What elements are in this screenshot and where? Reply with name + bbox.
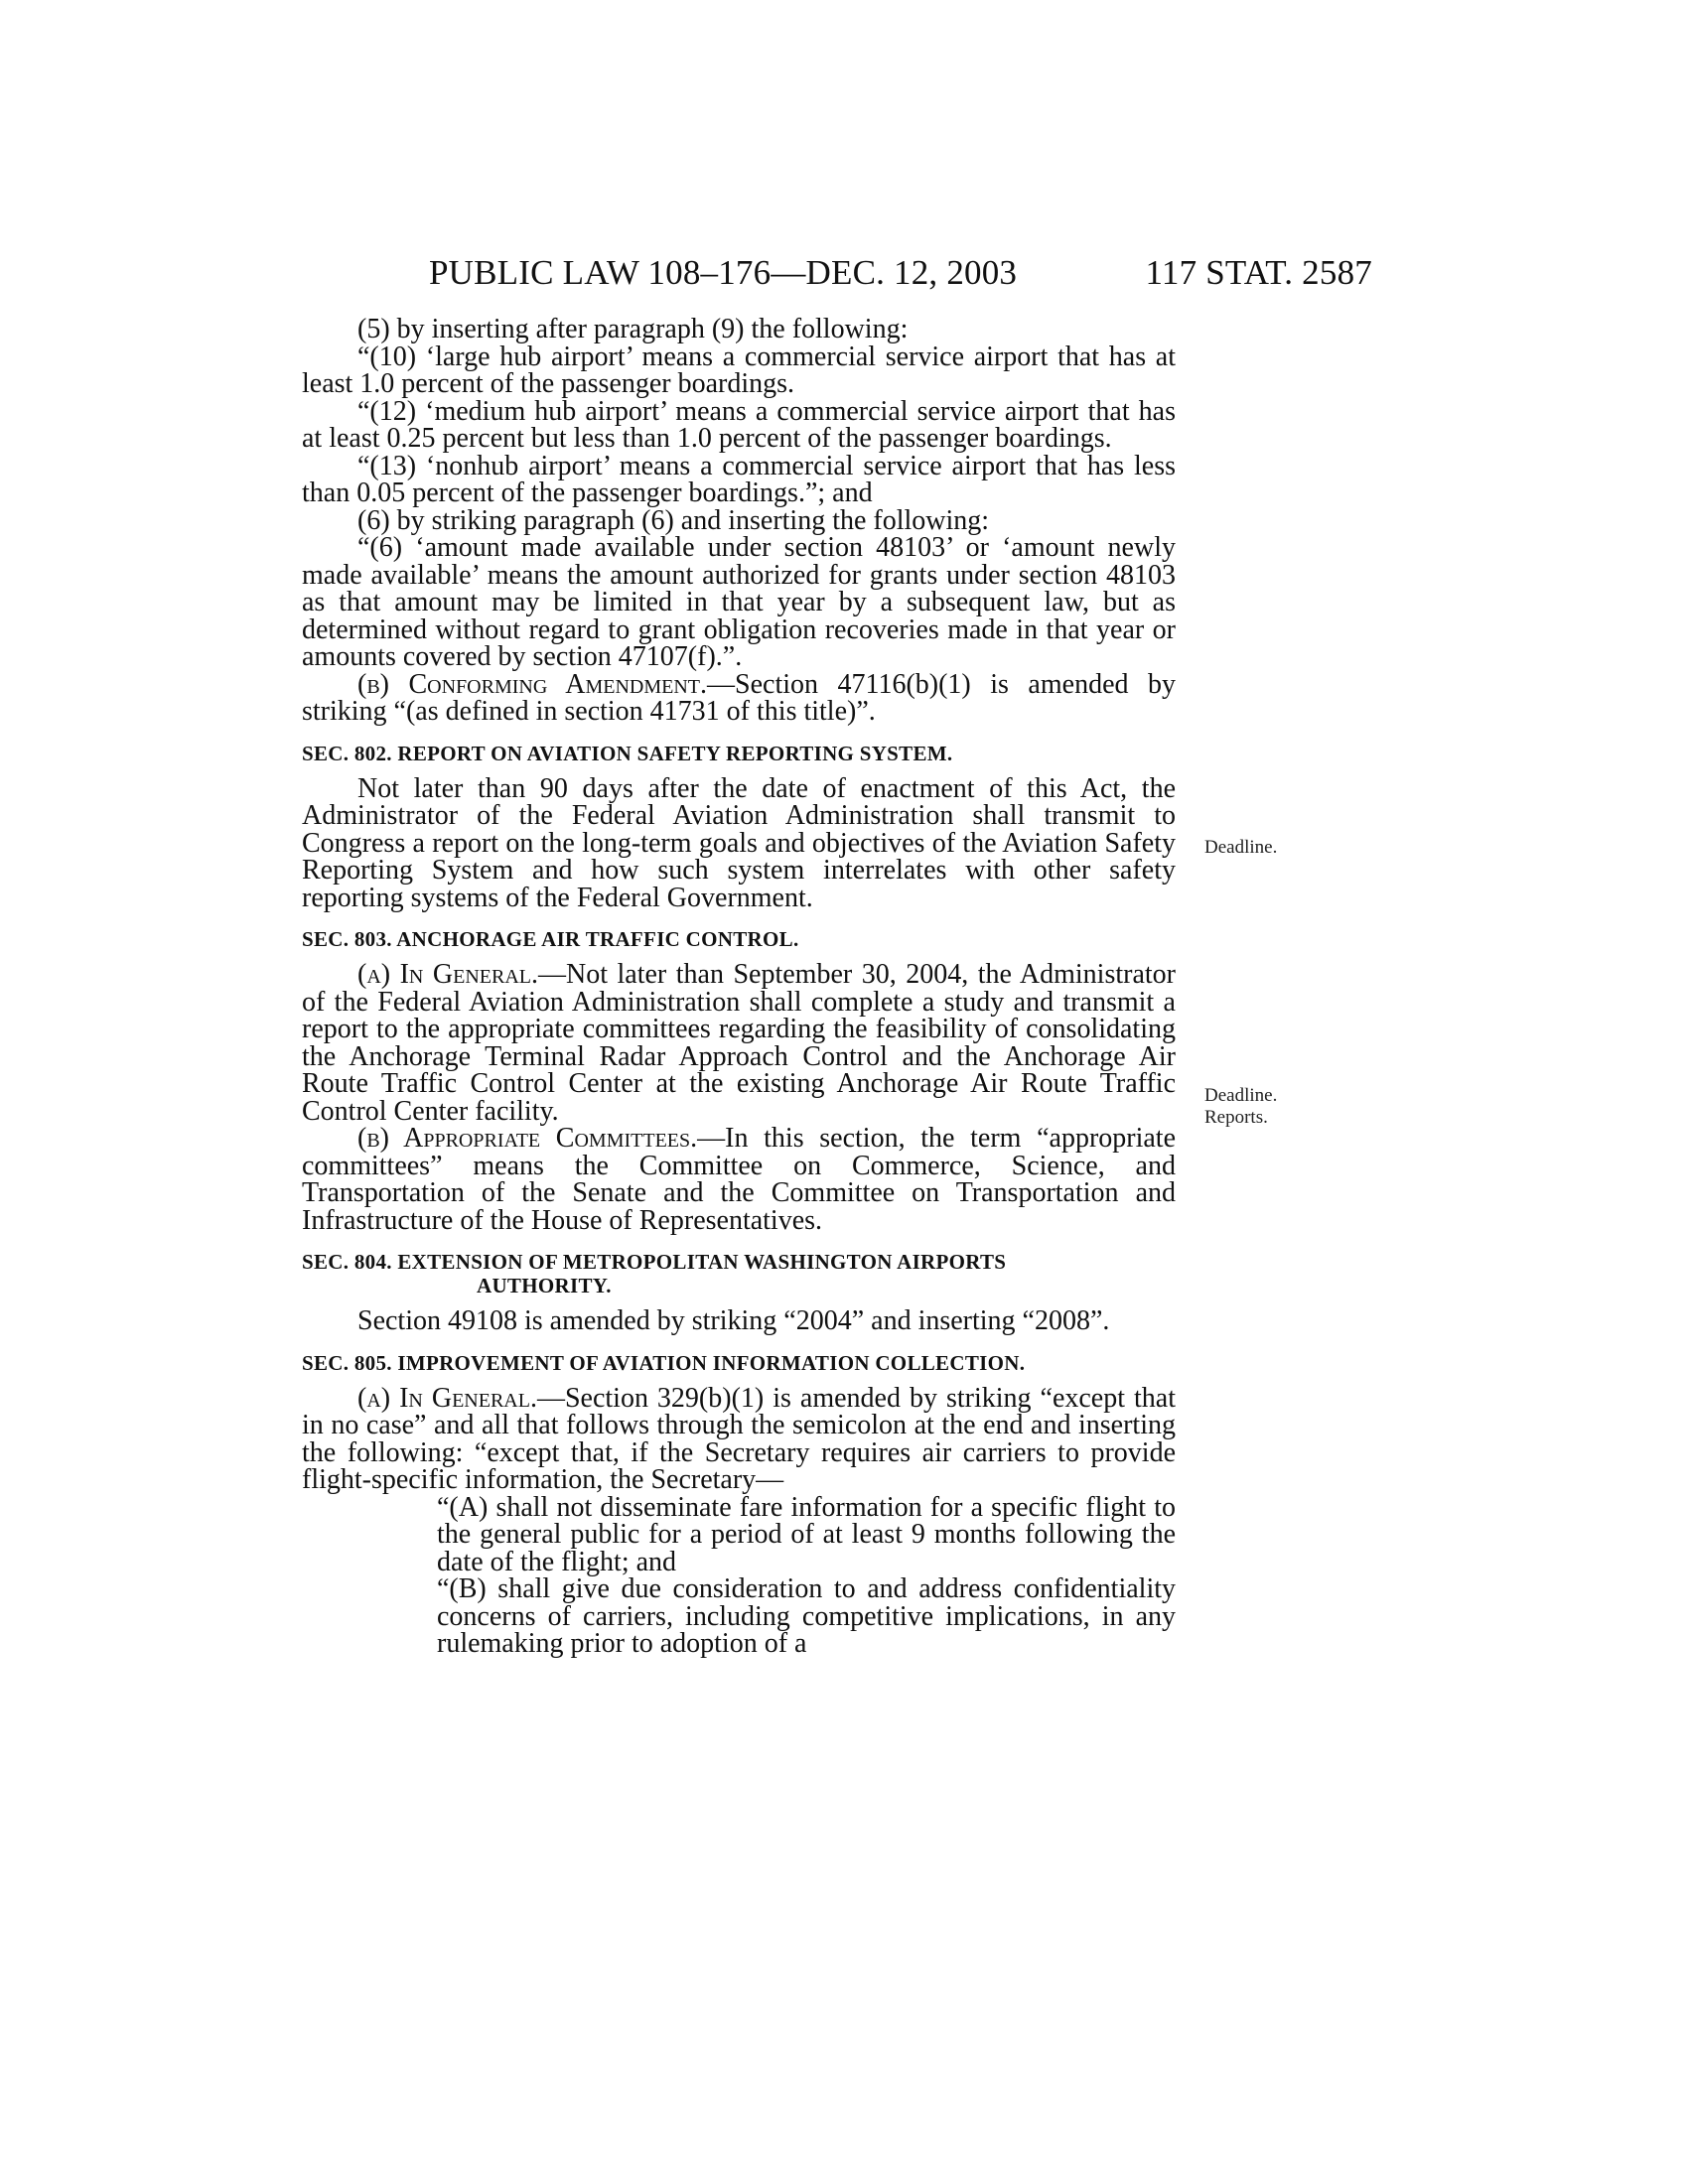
sec-803-b: [302, 1125, 1176, 1234]
sec-804-heading-line2: AUTHORITY.: [477, 1274, 612, 1297]
margin-note-sec-803-deadline: Deadline.: [1204, 1085, 1278, 1106]
sec-805-heading: SEC. 805. IMPROVEMENT OF AVIATION INFORMATION COLLECTION.: [302, 1350, 1026, 1375]
sec-805-a-text: —Section 329(b)(1) is amended by striking “except that in no case” and all that follows through the semicolon at the end and inserting the following: “except that, if the Secretary requires air carriers to provide flight-specific information, the Secretary—: [302, 1382, 1176, 1495]
definition-6: “(6) ‘amount made available under section 48103’ or ‘amount newly made available’ means the amount authorized for grants under section 48103 as that amount may be limited in that year by a subsequent law, but as determined without regard to grant obligation recoveries made in that year or amounts covered by section 47107(f).”.: [302, 532, 1176, 672]
sec-804-heading-line1: SEC. 804. EXTENSION OF METROPOLITAN WASHINGTON AIRPORTS: [302, 1250, 1007, 1274]
sec-803-heading: SEC. 803. ANCHORAGE AIR TRAFFIC CONTROL.: [302, 927, 799, 951]
margin-note-sec-802: Deadline.: [1204, 837, 1278, 858]
sec-805-a-label: (a) In General.: [357, 1382, 537, 1414]
sec-804-text: Section 49108 is amended by striking “2004” and inserting “2008”.: [357, 1305, 1110, 1336]
sec-803-b-text: —In this section, the term “appropriate committees” means the Committee on Commerce, Science, and Transportation of the Senate and the Committee on Transportation and Infrastructure of the House of Representatives.: [302, 1123, 1177, 1236]
sec-805-item-a: “(A) shall not disseminate fare information for a specific flight to the general public for a period of at least 9 months following the date of the flight; and: [437, 1491, 1176, 1577]
paragraph-5: (5) by inserting after paragraph (9) the following:: [357, 314, 909, 344]
page-header: [429, 253, 1372, 293]
conforming-amendment-text: —Section 47116(b)(1) is amended by striking “(as defined in section 41731 of this title)”.: [302, 668, 1176, 727]
body-text: [302, 316, 1176, 1658]
sec-803-b-label: (b) Appropriate Committees.: [357, 1123, 698, 1154]
header-statute-page: 117 STAT. 2587: [1145, 253, 1372, 292]
header-law-citation: PUBLIC LAW 108–176—DEC. 12, 2003: [429, 253, 1018, 292]
paragraph-6: (6) by striking paragraph (6) and inserting the following:: [357, 504, 990, 536]
definition-13: “(13) ‘nonhub airport’ means a commercial service airport that has less than 0.05 percent of the passenger boardings.”; and: [302, 450, 1176, 508]
sec-805-item-b: “(B) shall give due consideration to and address confidentiality concerns of carriers, including competitive implications, in any rulemaking prior to adoption of a: [437, 1573, 1176, 1659]
sec-803-a: [302, 961, 1176, 1125]
conforming-amendment: [302, 668, 1176, 727]
conforming-amendment-label: (b) Conforming Amendment.: [357, 668, 708, 700]
sec-805-a: [302, 1382, 1176, 1495]
sec-802-heading: SEC. 802. REPORT ON AVIATION SAFETY REPORTING SYSTEM.: [302, 741, 953, 765]
sec-803-a-text: —Not later than September 30, 2004, the Administrator of the Federal Aviation Administration shall complete a study and transmit a report to the appropriate committees regarding the feasibility of consolidating the Anchorage Terminal Radar Approach Control and the Anchorage Air Route Traffic Control Center at the existing Anchorage Air Route Traffic Control Center facility.: [302, 959, 1176, 1127]
definition-10: “(10) ‘large hub airport’ means a commercial service airport that has at least 1.0 percent of the passenger boardings.: [302, 341, 1176, 399]
sec-803-a-label: (a) In General.: [357, 959, 538, 990]
sec-804-heading: [302, 1250, 1176, 1297]
margin-note-sec-803-reports: Reports.: [1204, 1107, 1268, 1128]
definition-12: “(12) ‘medium hub airport’ means a commercial service airport that has at least 0.25 percent but less than 1.0 percent of the passenger boardings.: [302, 395, 1176, 454]
sec-802-text: Not later than 90 days after the date of enactment of this Act, the Administrator of the Federal Aviation Administration shall transmit to Congress a report on the long-term goals and objectives of the Aviation Safety Reporting System and how such system interrelates with other safety reporting systems of the Federal Government.: [302, 772, 1176, 913]
